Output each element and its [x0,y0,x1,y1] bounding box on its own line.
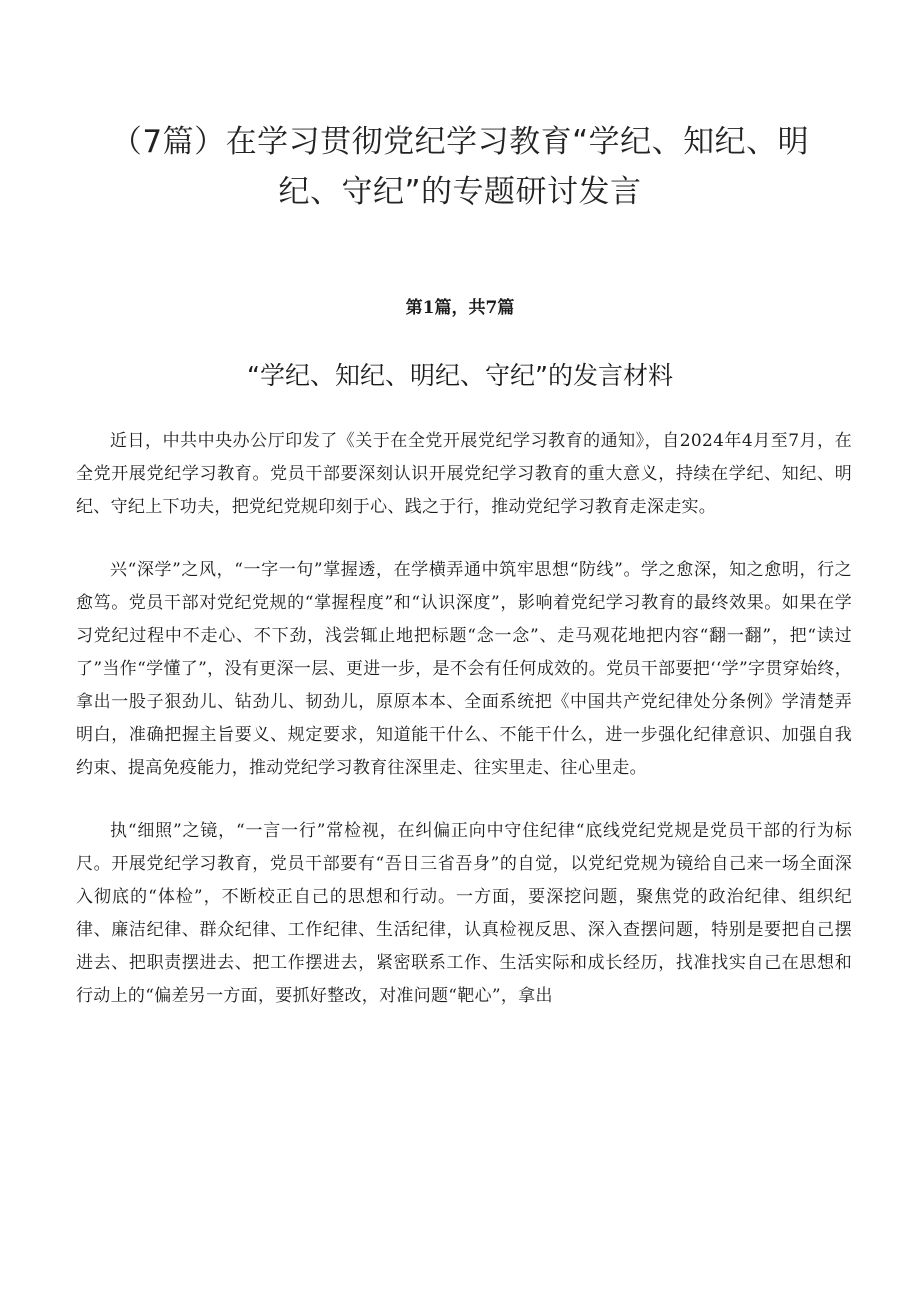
body-text [76,425,852,1043]
section-title: “学纪、知纪、明纪、守纪”的发言材料 [247,361,673,390]
part-label: 第1篇，共7篇 [405,298,515,318]
paragraph-3: 执“细照”之镜，“一言一行”常检视，在纠偏正向中守住纪律“底线党纪党规是党员干部的行为标尺。开展党纪学习教育，党员干部要有“吾日三省吾身”的自觉，以党纪党规为镜给自己来一场全面深入彻底的“体检”，不断校正自己的思想和行动。一方面，要深挖问题，聚焦党的政治纪律、组织纪律、廉洁纪律、群众纪律、工作纪律、生活纪律，认真检视反思、深入查摆问题，特别是要把自己摆进去、把职责摆进去、把工作摆进去，紧密联系工作、生活实际和成长经历，找准找实自己在思想和行动上的“偏差另一方面，要抓好整改，对准问题“靶心”，拿出 [76,821,852,1006]
paragraph-2: 兴“深学”之风，“一字一句”掌握透，在学横弄通中筑牢思想“防线”。学之愈深，知之愈明，行之愈笃。党员干部对党纪党规的“掌握程度”和“认识深度”，影响着党纪学习教育的最终效果。如果在学习党纪过程中不走心、不下劲，浅尝辄止地把标题“念一念”、走马观花地把内容“翻一翻”，把“读过了”当作“学懂了”，没有更深一层、更进一步，是不会有任何成效的。党员干部要把‘‘学”字贯穿始终，拿出一股子狠劲儿、钻劲儿、韧劲儿，原原本本、全面系统把《中国共产党纪律处分条例》学清楚弄明白，准确把握主旨要义、规定要求，知道能干什么、不能干什么，进一步强化纪律意识、加强自我约束、提高免疫能力，推动党纪学习教育往深里走、往实里走、往心里走。 [76,560,853,778]
paragraph-1: 近日，中共中央办公厅印发了《关于在全党开展党纪学习教育的通知》，自2024年4月至7月，在全党开展党纪学习教育。党员干部要深刻认识开展党纪学习教育的重大意义，持续在学纪、知纪、明纪、守纪上下功夫，把党纪党规印刻于心、践之于行，推动党纪学习教育走深走实。 [76,431,852,517]
document-title: （7篇）在学习贯彻党纪学习教育“学纪、知纪、明纪、守纪”的专题研讨发言 [110,124,810,210]
